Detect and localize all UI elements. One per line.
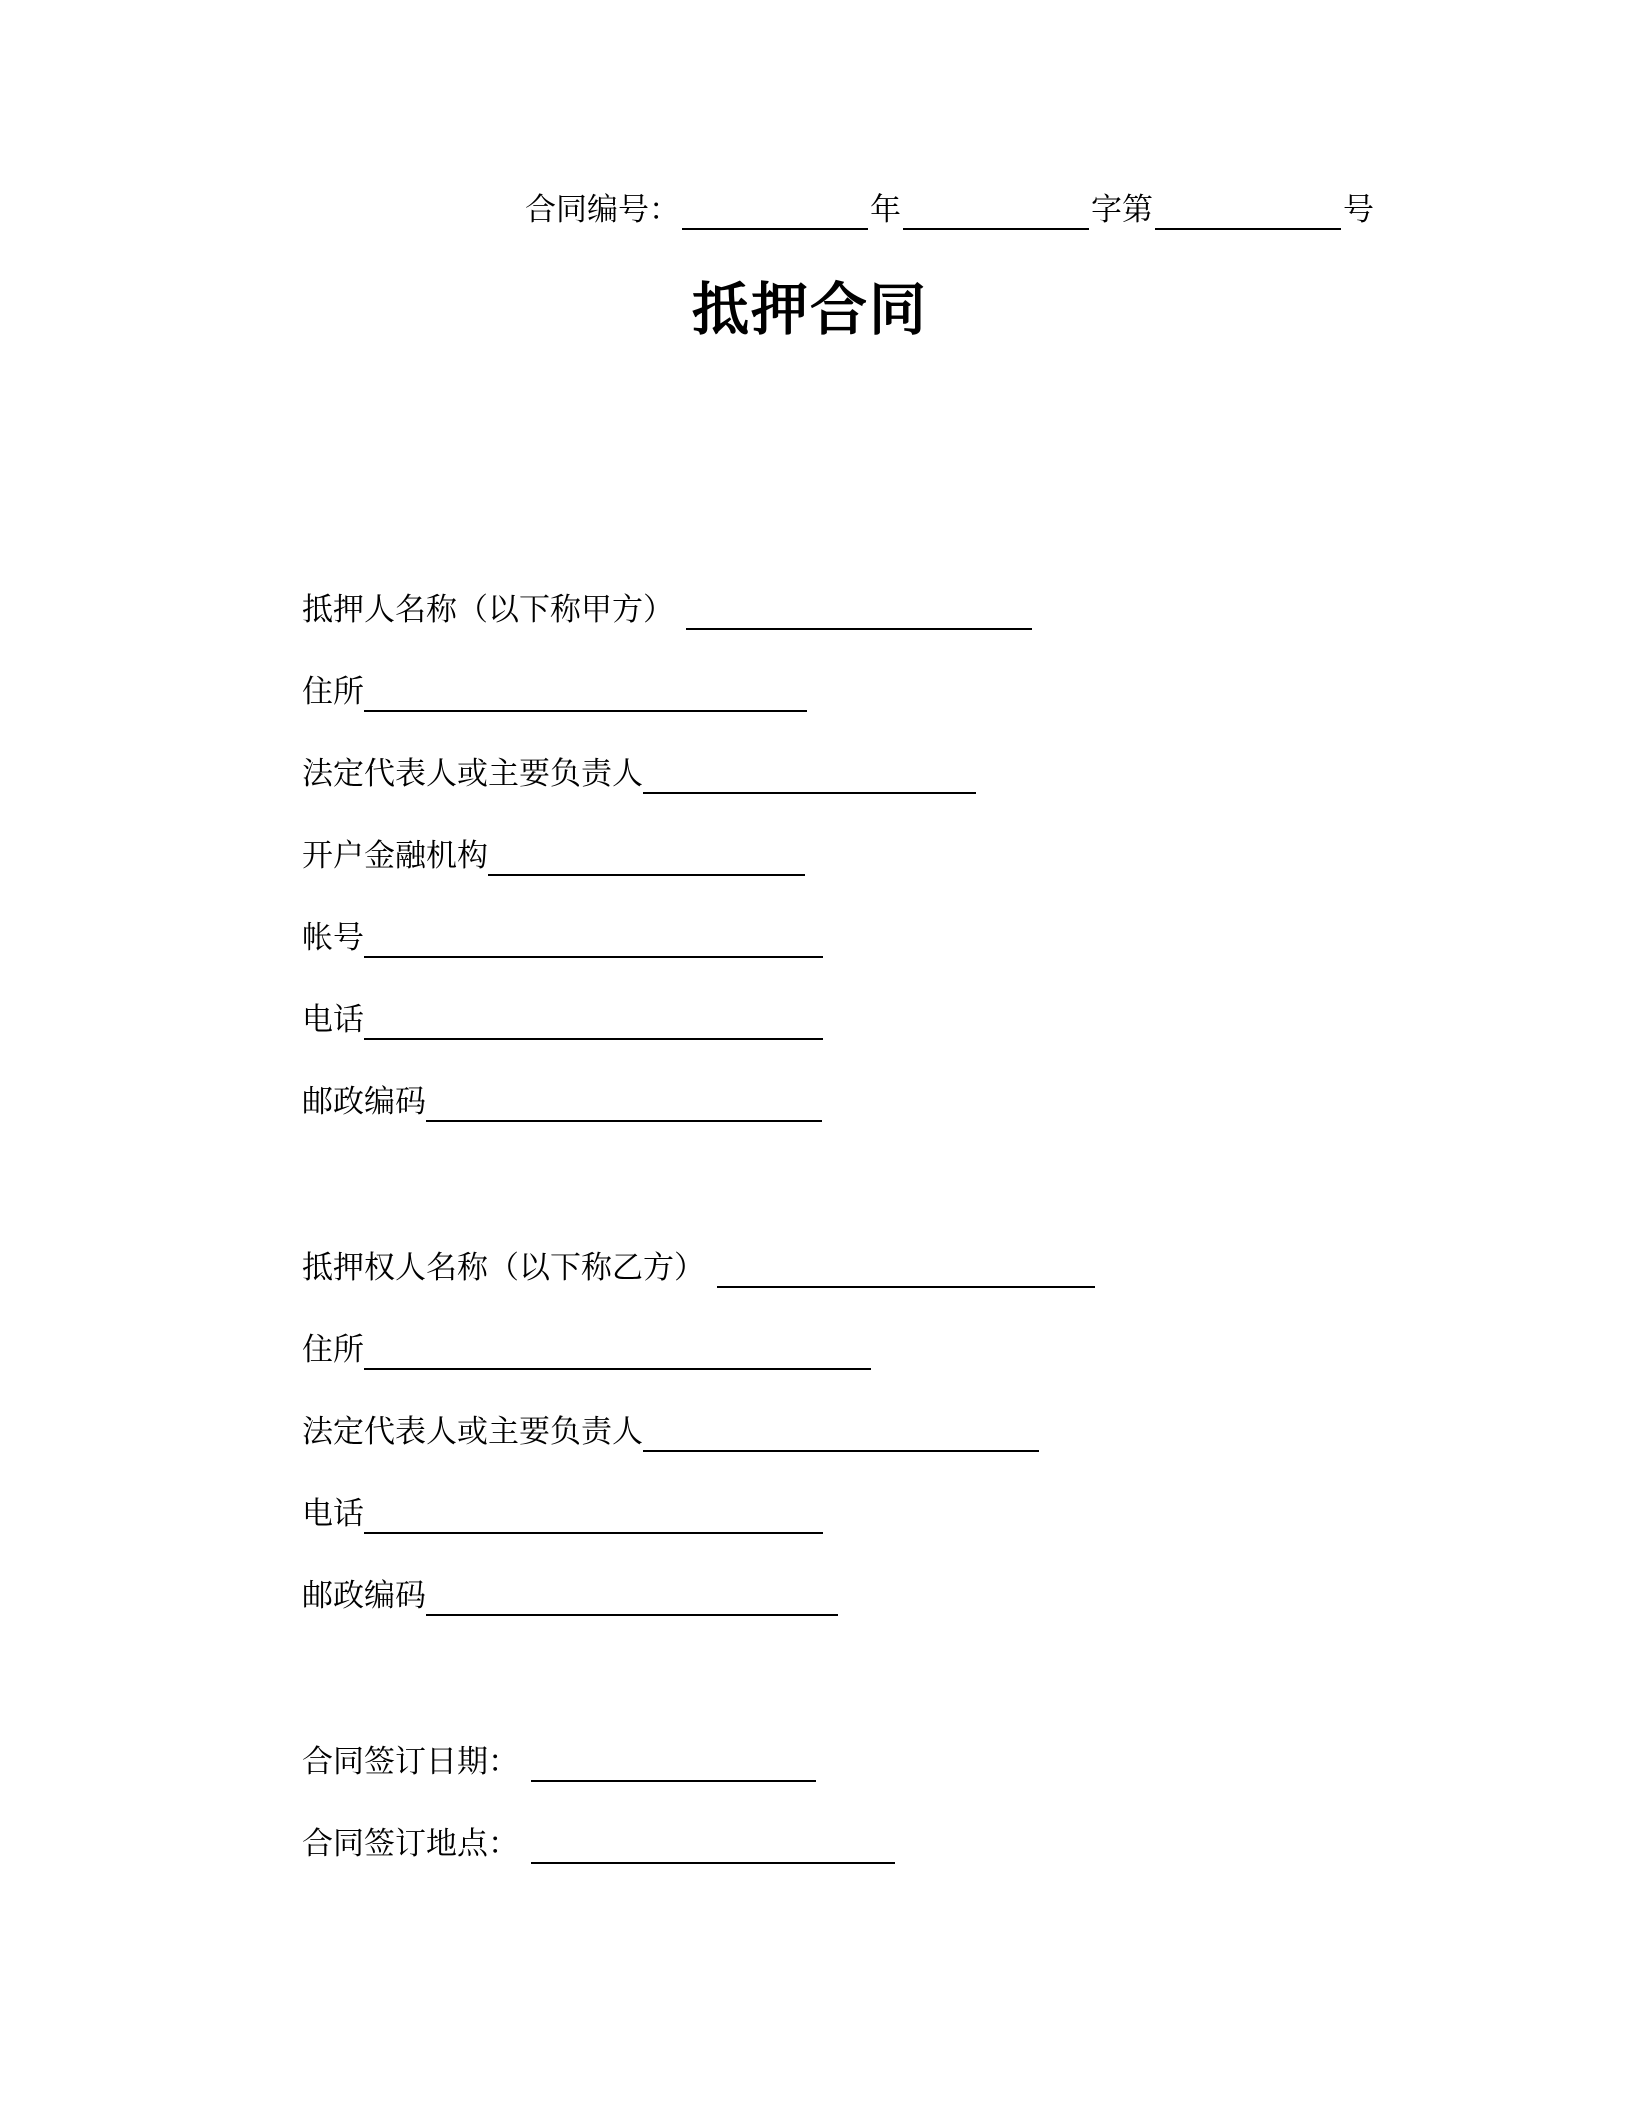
party-a-name-blank[interactable] (686, 594, 1032, 630)
signing-place-field (302, 1824, 895, 1864)
party-a-bank-field (302, 836, 805, 876)
party-a-postcode-field (302, 1082, 822, 1122)
party-b-representative-label: 法定代表人或主要负责人 (302, 1414, 643, 1450)
party-b-address-label: 住所 (302, 1332, 364, 1368)
contract-number-row (525, 190, 1374, 230)
party-a-account-field (302, 918, 823, 958)
party-a-account-label: 帐号 (302, 920, 364, 956)
party-b-representative-field (302, 1412, 1039, 1452)
party-a-postcode-blank[interactable] (426, 1086, 822, 1122)
contract-prefix-blank[interactable] (903, 194, 1089, 230)
party-a-phone-blank[interactable] (364, 1004, 823, 1040)
signing-date-field (302, 1742, 816, 1782)
document-title: 抵押合同 (692, 277, 928, 343)
signing-date-label: 合同签订日期： (302, 1744, 519, 1780)
party-a-bank-label: 开户金融机构 (302, 838, 488, 874)
party-b-address-blank[interactable] (364, 1334, 871, 1370)
hao-label: 号 (1343, 192, 1374, 228)
party-b-representative-blank[interactable] (643, 1416, 1039, 1452)
party-b-name-label: 抵押权人名称（以下称乙方） (302, 1250, 705, 1286)
party-a-representative-field (302, 754, 976, 794)
party-b-phone-label: 电话 (302, 1496, 364, 1532)
party-a-name-label: 抵押人名称（以下称甲方） (302, 592, 674, 628)
party-b-name-blank[interactable] (717, 1252, 1095, 1288)
party-b-phone-field (302, 1494, 823, 1534)
party-a-address-label: 住所 (302, 674, 364, 710)
party-b-address-field (302, 1330, 871, 1370)
party-a-address-field (302, 672, 807, 712)
party-a-bank-blank[interactable] (488, 840, 805, 876)
party-b-postcode-blank[interactable] (426, 1580, 838, 1616)
party-a-address-blank[interactable] (364, 676, 807, 712)
signing-place-label: 合同签订地点： (302, 1826, 519, 1862)
contract-year-blank[interactable] (682, 194, 868, 230)
signing-date-blank[interactable] (531, 1746, 816, 1782)
party-a-representative-blank[interactable] (643, 758, 976, 794)
party-b-postcode-field (302, 1576, 838, 1616)
contract-number-label: 合同编号： (525, 192, 680, 228)
party-b-phone-blank[interactable] (364, 1498, 823, 1534)
party-a-name-field (302, 590, 1032, 630)
party-a-phone-label: 电话 (302, 1002, 364, 1038)
party-a-phone-field (302, 1000, 823, 1040)
party-a-postcode-label: 邮政编码 (302, 1084, 426, 1120)
contract-serial-blank[interactable] (1155, 194, 1341, 230)
party-b-name-field (302, 1248, 1095, 1288)
zi-di-label: 字第 (1091, 192, 1153, 228)
party-b-postcode-label: 邮政编码 (302, 1578, 426, 1614)
year-label: 年 (870, 192, 901, 228)
party-a-account-blank[interactable] (364, 922, 823, 958)
signing-place-blank[interactable] (531, 1828, 895, 1864)
party-a-representative-label: 法定代表人或主要负责人 (302, 756, 643, 792)
